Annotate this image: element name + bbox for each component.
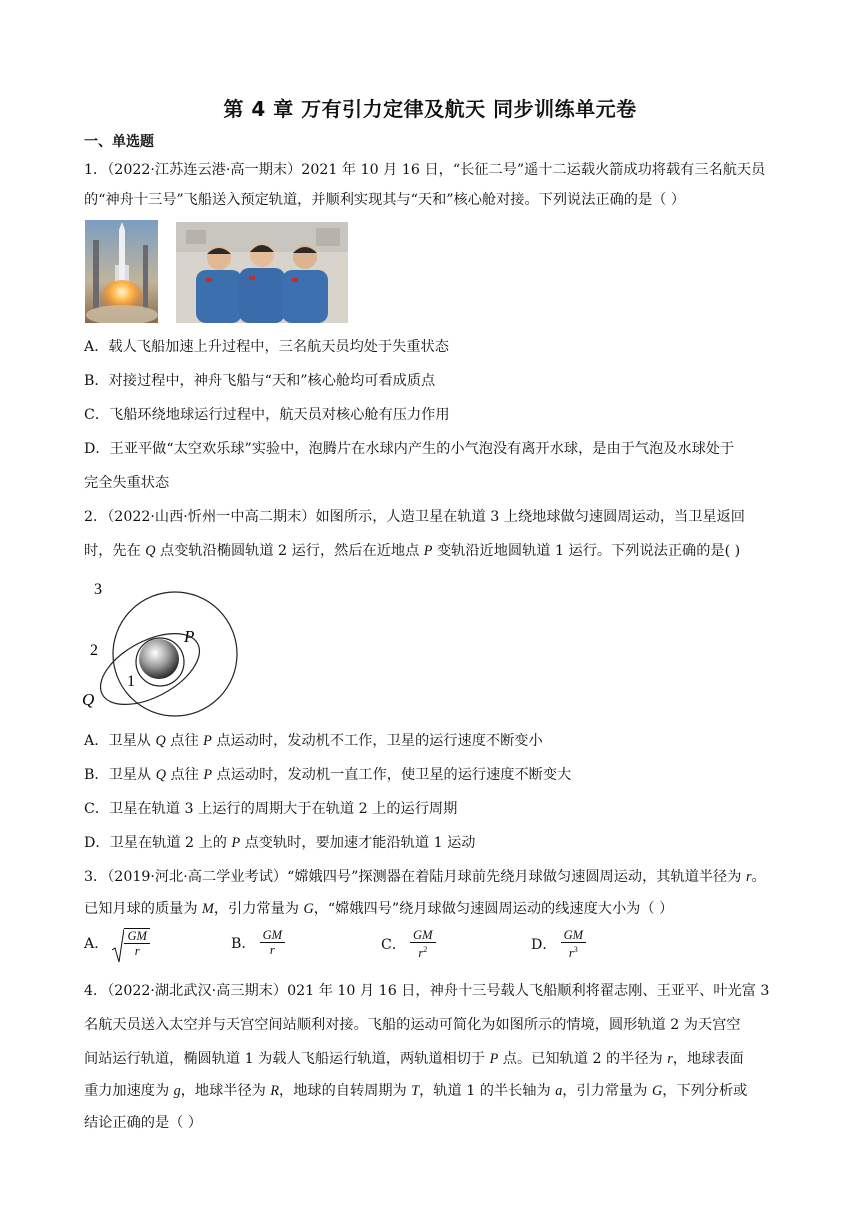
orbit-diagram [80, 572, 245, 722]
label-orbit-3: 3 [94, 581, 102, 598]
q3-option-b: B． $\frac{GM}{r}$ [231, 928, 285, 957]
q4-stem-line3: 间站运行轨道，椭圆轨道 1 为载人飞船运行轨道，两轨道相切于 P 点。已知轨道 2 的半径为 r，地球表面 [84, 1051, 744, 1067]
q1-option-a: A．载人飞船加速上升过程中，三名航天员均处于失重状态 [84, 339, 449, 355]
q3-stem-line2: 已知月球的质量为 M，引力常量为 G，“嫦娥四号”绕月球做匀速圆周运动的线速度大小为（ ） [84, 901, 674, 917]
q3-options [84, 928, 784, 968]
section-heading: 一、单选题 [84, 134, 154, 150]
q1-option-b: B．对接过程中，神舟飞船与“天和”核心舱均可看成质点 [84, 373, 436, 389]
label-point-q: Q [82, 690, 95, 709]
earth-sphere [139, 639, 179, 679]
q1-stem-line1: 1．（2022·江苏连云港·高一期末）2021 年 10 月 16 日，“长征二号”遥十二运载火箭成功将载有三名航天员 [84, 162, 766, 178]
q4-stem-line5: 结论正确的是（ ） [84, 1115, 203, 1131]
q2-stem-line2: 时，先在 Q 点变轨沿椭圆轨道 2 运行，然后在近地点 P 变轨沿近地圆轨道 1 运行。下列说法正确的是( ) [84, 543, 741, 559]
q1-option-d-line2: 完全失重状态 [84, 475, 170, 491]
astronaut-crew-photo [176, 222, 348, 323]
page-title: 第 4 章 万有引力定律及航天 同步训练单元卷 [223, 97, 637, 121]
label-orbit-2: 2 [90, 642, 98, 659]
q2-option-a: A．卫星从 Q 点往 P 点运动时，发动机不工作，卫星的运行速度不断变小 [84, 733, 543, 749]
label-point-p: P [184, 627, 195, 646]
q1-option-c: C．飞船环绕地球运行过程中，航天员对核心舱有压力作用 [84, 407, 450, 423]
q3-stem-line1: 3．（2019·河北·高二学业考试）“嫦娥四号”探测器在着陆月球前先绕月球做匀速圆周运动，其轨道半径为 r。 [84, 869, 766, 885]
q1-option-d-line1: D．王亚平做“太空欢乐球”实验中，泡腾片在水球内产生的小气泡没有离开水球，是由于气泡及水球处于 [84, 441, 735, 457]
q2-option-d: D．卫星在轨道 2 上的 P 点变轨时，要加速才能沿轨道 1 运动 [84, 835, 476, 851]
q2-option-b: B．卫星从 Q 点往 P 点运动时，发动机一直工作，使卫星的运行速度不断变大 [84, 767, 572, 783]
q3-option-a: A． $\frac{GM}{r}$ [84, 928, 150, 958]
label-orbit-1: 1 [127, 673, 135, 690]
q2-option-c: C．卫星在轨道 3 上运行的周期大于在轨道 2 上的运行周期 [84, 801, 458, 817]
rocket-launch-photo [85, 220, 158, 323]
q2-stem-line1: 2．（2022·山西·忻州一中高二期末）如图所示，人造卫星在轨道 3 上绕地球做匀速圆周运动，当卫星返回 [84, 509, 745, 525]
q3-option-c: C． $\frac{GM}{r^2}$ [381, 928, 436, 960]
q3-option-d: D． $\frac{GM}{r^3}$ [531, 928, 586, 960]
q4-stem-line2: 名航天员送入太空并与天宫空间站顺利对接。飞船的运动可简化为如图所示的情境，圆形轨道 2 为天宫空 [84, 1017, 741, 1033]
q4-stem-line1: 4．（2022·湖北武汉·高三期末）021 年 10 月 16 日，神舟十三号载人飞船顺利将翟志刚、王亚平、叶光富 3 [84, 983, 770, 999]
sqrt-expression: $\frac{GM}{r}$ [112, 928, 149, 958]
q1-stem-line2: 的“神舟十三号”飞船送入预定轨道，并顺利实现其与“天和”核心舱对接。下列说法正确的是（ ） [84, 192, 686, 208]
q4-stem-line4: 重力加速度为 g，地球半径为 R，地球的自转周期为 T，轨道 1 的半长轴为 a，引力常量为 G，下列分析或 [84, 1083, 748, 1099]
